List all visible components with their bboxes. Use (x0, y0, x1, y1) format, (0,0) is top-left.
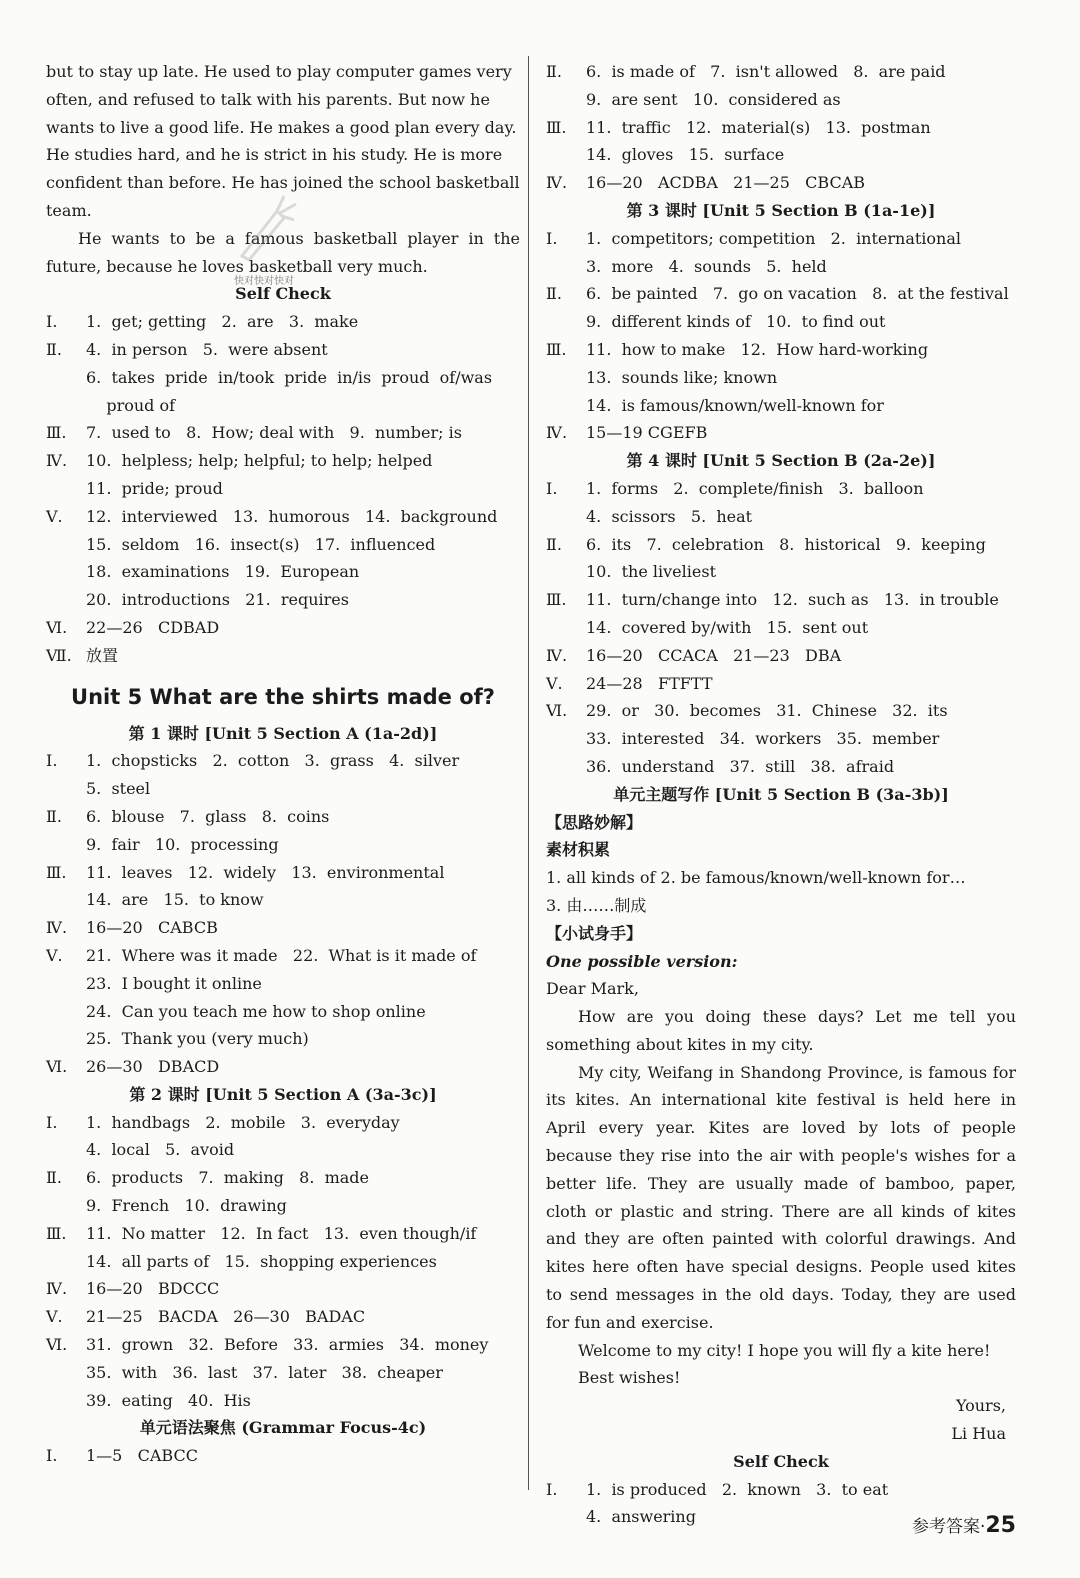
answer-text: 29. or 30. becomes 31. Chinese 32. its (586, 701, 948, 721)
answer-line (546, 558, 1016, 586)
answer-line (46, 1275, 520, 1303)
roman-numeral: Ⅲ. (546, 339, 567, 359)
lesson-3-answer-iv (546, 419, 1016, 447)
watermark-text: 快对快对快对 (234, 276, 294, 287)
answer-text: 26—30 DBACD (86, 1057, 220, 1077)
answer-line (546, 586, 1016, 614)
answer-line (546, 58, 1016, 86)
answer-text: 1. is produced 2. known 3. to eat (586, 1479, 889, 1499)
material-line: 3. 由……制成 (546, 895, 647, 915)
answer-line (46, 1109, 520, 1137)
grammar-focus-answers (46, 1442, 520, 1470)
answer-text: 7. used to 8. How; deal with 9. number; is (86, 423, 462, 443)
answer-line (46, 942, 520, 970)
answer-line (46, 642, 520, 670)
letter-closing: Best wishes! (578, 1368, 681, 1388)
letter-paragraph-1: How are you doing these days? Let me tell you something about kites in my city. (546, 1007, 1016, 1054)
answer-line (546, 169, 1016, 197)
roman-numeral: Ⅳ. (46, 918, 68, 938)
answer-text: 14. gloves 15. surface (586, 145, 785, 165)
answer-line (546, 475, 1016, 503)
answer-line (46, 447, 520, 475)
answer-text: 4. in person 5. were absent (86, 339, 328, 359)
answer-text: 11. traffic 12. material(s) 13. postman (586, 117, 931, 137)
roman-numeral: Ⅵ. (546, 701, 568, 721)
answer-text: 9. French 10. drawing (86, 1196, 287, 1216)
answer-line (546, 392, 1016, 420)
roman-numeral: Ⅵ. (46, 1335, 68, 1355)
letter-signature: Li Hua (951, 1424, 1006, 1444)
answer-line (546, 336, 1016, 364)
carrot-watermark-icon (222, 186, 302, 266)
answer-text: 4. local 5. avoid (86, 1140, 235, 1160)
answer-line (46, 586, 520, 614)
answer-text: 39. eating 40. His (86, 1390, 251, 1410)
answer-line (46, 1164, 520, 1192)
answer-text: 14. is famous/known/well-known for (586, 395, 884, 415)
answer-line (546, 225, 1016, 253)
answer-text: 18. examinations 19. European (86, 562, 360, 582)
roman-numeral: Ⅱ. (546, 284, 562, 304)
answer-text: 6. is made of 7. isn't allowed 8. are paid (586, 62, 946, 81)
intro-line: but to stay up late. He used to play computer games very (46, 62, 512, 81)
page-footer (912, 1512, 1016, 1538)
answer-line (46, 803, 520, 831)
lesson-4-answers (546, 475, 1016, 781)
answer-line (46, 308, 520, 336)
answer-line (46, 1192, 520, 1220)
try-label: 【小试身手】 (546, 923, 643, 943)
answer-text: 1. chopsticks 2. cotton 3. grass 4. silver (86, 751, 460, 771)
grammar-focus-title: 单元语法聚焦 (Grammar Focus-4c) (139, 1418, 427, 1438)
roman-numeral: Ⅶ. (46, 645, 72, 665)
answer-line (46, 1053, 520, 1081)
answer-line (46, 392, 520, 420)
answer-text: 10. the liveliest (586, 562, 716, 582)
answer-line (46, 1442, 520, 1470)
intro-line: often, and refused to talk with his parents. But now he (46, 89, 490, 109)
answer-line (46, 1331, 520, 1359)
answer-line (46, 475, 520, 503)
answer-line (46, 614, 520, 642)
answer-text: 9. are sent 10. considered as (586, 89, 841, 109)
answer-text: 11. leaves 12. widely 13. environmental (86, 862, 445, 882)
answer-line (546, 670, 1016, 698)
answer-line (546, 364, 1016, 392)
answer-text: 4. answering (586, 1507, 696, 1527)
answer-text: 14. all parts of 15. shopping experiences (86, 1251, 437, 1271)
lesson-2-title: 第 2 课时 [Unit 5 Section A (3a-3c)] (129, 1084, 437, 1104)
answer-line (46, 998, 520, 1026)
continued-answers (546, 58, 1016, 197)
roman-numeral: Ⅴ. (46, 945, 63, 965)
left-column (46, 58, 520, 1470)
answer-line (46, 1220, 520, 1248)
answer-line (46, 886, 520, 914)
answer-text: 22—26 CDBAD (86, 617, 220, 637)
lesson-1-title: 第 1 课时 [Unit 5 Section A (1a-2d)] (128, 723, 438, 743)
roman-numeral: Ⅱ. (46, 1168, 62, 1188)
page-number: 25 (985, 1513, 1016, 1538)
answer-text: 3. more 4. sounds 5. held (586, 256, 827, 276)
answer-text: 15. seldom 16. insect(s) 17. influenced (86, 534, 436, 554)
roman-numeral: Ⅳ. (46, 451, 68, 471)
material-label: 素材积累 (546, 840, 611, 860)
answer-line (546, 642, 1016, 670)
roman-numeral: Ⅴ. (46, 506, 63, 526)
answer-line (46, 1387, 520, 1415)
answer-line (546, 86, 1016, 114)
answer-text: 6. takes pride in/took pride in/is proud of/was (86, 367, 493, 387)
letter-paragraph-2: My city, Weifang in Shandong Province, is famous for its kites. An international kite festival is held here in April every year. Kites are loved by lots of people because they rise into the air with people's wishes for a better life. They are usually made of bamboo, paper, cloth or plastic and string. There are all kinds of kites and they are often painted with colorful drawings. And kites here often have special designs. People used kites to send messages in the old days. Today, they are used for fun and exercise. (546, 1062, 1016, 1332)
answer-line (546, 753, 1016, 781)
answer-line (46, 558, 520, 586)
answer-text: 11. turn/change into 12. such as 13. in trouble (586, 590, 999, 610)
answer-line (546, 614, 1016, 642)
answer-text: 24. Can you teach me how to shop online (86, 1001, 426, 1021)
answer-text: 14. are 15. to know (86, 890, 264, 910)
lesson-1-answers (46, 747, 520, 1081)
answer-text: proud of (86, 395, 176, 415)
answer-line (546, 308, 1016, 336)
roman-numeral: Ⅲ. (546, 117, 567, 137)
writing-title: 单元主题写作 [Unit 5 Section B (3a-3b)] (613, 784, 949, 804)
answer-line (546, 725, 1016, 753)
answer-line (546, 531, 1016, 559)
roman-numeral: Ⅴ. (46, 1307, 63, 1327)
unit-title: Unit 5 What are the shirts made of? (71, 684, 495, 709)
answer-text: 11. pride; proud (86, 478, 223, 498)
roman-numeral: Ⅳ. (46, 1279, 68, 1299)
roman-numeral: Ⅱ. (546, 62, 562, 81)
roman-numeral: Ⅰ. (46, 1446, 58, 1466)
answer-text: 33. interested 34. workers 35. member (586, 729, 940, 749)
answer-line (46, 419, 520, 447)
roman-numeral: Ⅴ. (546, 673, 563, 693)
idea-label: 【思路妙解】 (546, 812, 643, 832)
answer-text: 31. grown 32. Before 33. armies 34. money (86, 1335, 489, 1355)
answer-text: 15—19 CGEFB (586, 423, 708, 443)
intro-line: team. (46, 200, 92, 220)
material-line: 1. all kinds of 2. be famous/known/well-known for… (546, 868, 966, 888)
answer-line (46, 1025, 520, 1053)
answer-text: 5. steel (86, 779, 151, 799)
answer-line (546, 503, 1016, 531)
answer-line (46, 1303, 520, 1331)
answer-text: 10. helpless; help; helpful; to help; helped (86, 451, 433, 471)
answer-line (46, 1248, 520, 1276)
letter-greeting: Dear Mark, (546, 979, 639, 999)
answer-text: 16—20 BDCCC (86, 1279, 220, 1299)
answer-text: 24—28 FTFTT (586, 673, 713, 693)
answer-line (546, 1476, 1016, 1504)
answer-line (46, 503, 520, 531)
answer-text: 1. competitors; competition 2. international (586, 228, 962, 248)
version-label: One possible version: (546, 951, 738, 971)
answer-line (546, 114, 1016, 142)
roman-numeral: Ⅱ. (46, 806, 62, 826)
roman-numeral: Ⅳ. (546, 173, 568, 193)
answer-line (46, 336, 520, 364)
answer-line (546, 280, 1016, 308)
roman-numeral: Ⅱ. (46, 339, 62, 359)
right-column (546, 58, 1016, 1531)
self-check-title: Self Check (235, 284, 331, 304)
letter-yours: Yours, (955, 1396, 1006, 1416)
roman-numeral: Ⅰ. (546, 228, 558, 248)
answer-text: 9. fair 10. processing (86, 834, 279, 854)
answer-text: 6. blouse 7. glass 8. coins (86, 806, 330, 826)
answer-line (46, 859, 520, 887)
roman-numeral: Ⅲ. (546, 590, 567, 610)
answer-text: 4. scissors 5. heat (586, 506, 753, 526)
answer-text: 6. its 7. celebration 8. historical 9. keeping (586, 534, 986, 554)
roman-numeral: Ⅵ. (46, 1057, 68, 1077)
answer-text: 1. handbags 2. mobile 3. everyday (86, 1112, 400, 1132)
roman-numeral: Ⅰ. (546, 478, 558, 498)
answer-line (46, 831, 520, 859)
answer-text: 21—25 BACDA 26—30 BADAC (86, 1307, 366, 1327)
column-divider (528, 56, 529, 1490)
answer-line (46, 914, 520, 942)
answer-text: 23. I bought it online (86, 973, 262, 993)
answer-line (46, 1136, 520, 1164)
answer-line (546, 253, 1016, 281)
roman-numeral: Ⅱ. (546, 534, 562, 554)
answer-line (46, 364, 520, 392)
intro-line: He studies hard, and he is strict in his study. He is more (46, 145, 503, 165)
roman-numeral: Ⅲ. (46, 1223, 67, 1243)
answer-text: 16—20 ACDBA 21—25 CBCAB (586, 173, 865, 193)
answer-text: 21. Where was it made 22. What is it made of (86, 945, 477, 965)
roman-numeral: Ⅰ. (46, 1112, 58, 1132)
answer-text: 1—5 CABCC (86, 1446, 198, 1466)
answer-text: 14. covered by/with 15. sent out (586, 617, 869, 637)
answer-text: 20. introductions 21. requires (86, 590, 349, 610)
intro-line: confident than before. He has joined the school basketball (46, 173, 520, 193)
roman-numeral: Ⅰ. (46, 751, 58, 771)
answer-text: 1. get; getting 2. are 3. make (86, 312, 359, 332)
answer-text: 13. sounds like; known (586, 367, 778, 387)
lesson-4-title: 第 4 课时 [Unit 5 Section B (2a-2e)] (626, 451, 936, 471)
answer-text: 16—20 CABCB (86, 918, 218, 938)
self-check-answers (46, 308, 520, 669)
roman-numeral: Ⅰ. (546, 1479, 558, 1499)
answer-text: 36. understand 37. still 38. afraid (586, 756, 895, 776)
answer-line (46, 1359, 520, 1387)
letter-paragraph-3: Welcome to my city! I hope you will fly a kite here! (578, 1340, 991, 1360)
lesson-3-title: 第 3 课时 [Unit 5 Section B (1a-1e)] (626, 200, 936, 220)
answer-text: 9. different kinds of 10. to find out (586, 312, 886, 332)
answer-line (546, 697, 1016, 725)
intro-line: wants to live a good life. He makes a good plan every day. (46, 117, 517, 137)
answer-text: 25. Thank you (very much) (86, 1029, 309, 1049)
answer-text: 11. No matter 12. In fact 13. even though/if (86, 1223, 477, 1243)
answer-line (46, 747, 520, 775)
answer-line (46, 970, 520, 998)
answer-line (46, 775, 520, 803)
answer-text: 放置 (86, 645, 119, 665)
answer-line (546, 141, 1016, 169)
footer-label: 参考答案· (911, 1517, 986, 1537)
answer-text: 1. forms 2. complete/finish 3. balloon (586, 478, 924, 498)
roman-numeral: Ⅰ. (46, 312, 58, 332)
answer-text: 6. be painted 7. go on vacation 8. at the festival (586, 284, 1009, 304)
intro-paragraph-2: He wants to be a famous basketball player in the future, because he loves basketball very much. (46, 228, 520, 276)
self-check-title: Self Check (733, 1451, 829, 1471)
answer-text: 35. with 36. last 37. later 38. cheaper (86, 1362, 443, 1382)
lesson-2-answers (46, 1109, 520, 1415)
answer-text: 16—20 CCACA 21—23 DBA (586, 645, 842, 665)
roman-numeral: Ⅳ. (546, 423, 568, 443)
answer-line (46, 531, 520, 559)
roman-numeral: Ⅲ. (46, 862, 67, 882)
roman-numeral: Ⅳ. (546, 645, 568, 665)
answer-text: 6. products 7. making 8. made (86, 1168, 369, 1188)
roman-numeral: Ⅵ. (46, 617, 68, 637)
roman-numeral: Ⅲ. (46, 423, 67, 443)
answer-text: 12. interviewed 13. humorous 14. background (86, 506, 498, 526)
lesson-3-answers (546, 225, 1016, 420)
answer-text: 11. how to make 12. How hard-working (586, 339, 929, 359)
